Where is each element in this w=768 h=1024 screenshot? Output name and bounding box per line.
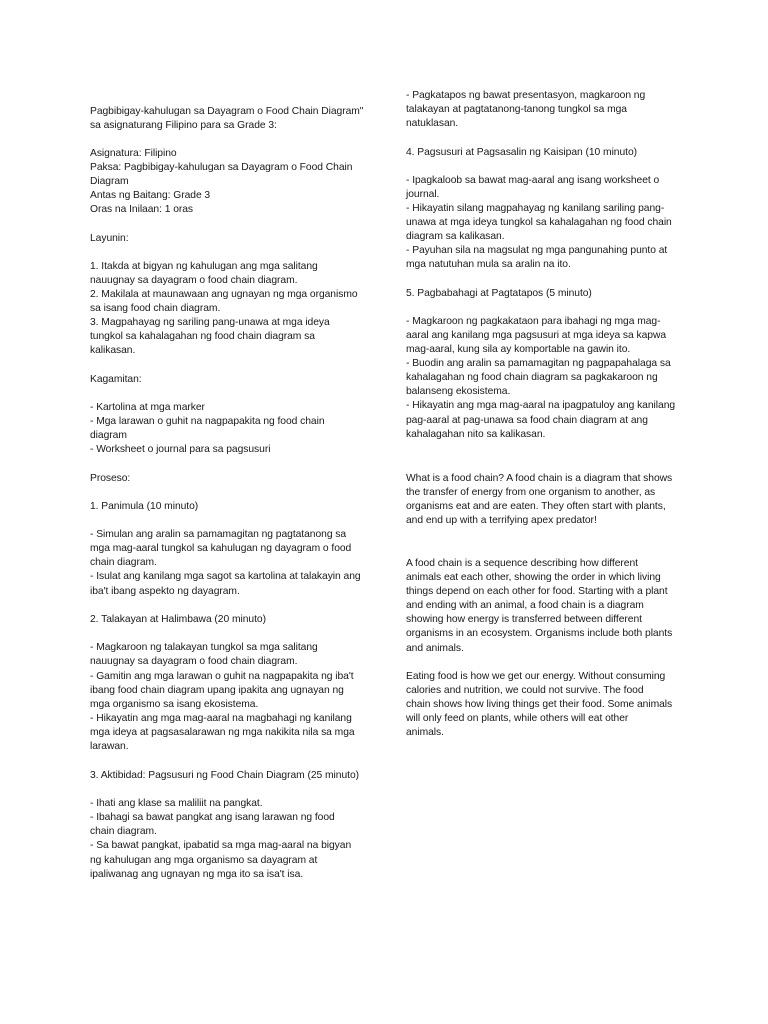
text-line: - Hikayatin ang mga mag-aaral na magbahagi ng kanilang: [90, 713, 352, 724]
text-line: iba't ibang aspekto ng dayagram.: [90, 586, 240, 597]
text-line: diagram sa kalikasan.: [406, 231, 505, 242]
text-line: - Worksheet o journal para sa pagsusuri: [90, 444, 271, 455]
text-line: - Magkaroon ng talakayan tungkol sa mga salitang: [90, 642, 318, 653]
text-line: unawa at mga ideya tungkol sa kahalagahan ng food chain: [406, 217, 672, 228]
text-line: - Kartolina at mga marker: [90, 402, 205, 413]
text-line: 2. Talakayan at Halimbawa (20 minuto): [90, 614, 266, 625]
text-line: pag-aaral at pag-unawa sa food chain diagram at ang: [406, 415, 648, 426]
text-line: sa isang food chain diagram.: [90, 303, 221, 314]
text-line: - Ipagkaloob sa bawat mag-aaral ang isang worksheet o: [406, 175, 660, 186]
text-line: calories and nutrition, we could not survive. The food: [406, 685, 644, 696]
text-line: - Payuhan sila na magsulat ng mga pangunahing punto at: [406, 245, 668, 256]
text-line: A food chain is a sequence describing how different: [406, 558, 638, 569]
text-line: Pagbibigay-kahulugan sa Dayagram o Food Chain Diagram": [90, 106, 364, 117]
text-line: journal.: [406, 189, 440, 200]
text-line: - Hikayatin ang mga mag-aaral na ipagpatuloy ang kanilang: [406, 400, 676, 411]
text-line: and ending with an animal, a food chain is a diagram: [406, 600, 644, 611]
text-line: natuklasan.: [406, 118, 459, 129]
text-line: nauugnay sa dayagram o food chain diagram.: [90, 656, 298, 667]
text-line: - Buodin ang aralin sa pamamagitan ng pagpapahalaga sa: [406, 358, 671, 369]
text-line: diagram: [90, 430, 127, 441]
text-line: animals.: [406, 727, 444, 738]
text-line: mga natutuhan mula sa aralin na ito.: [406, 259, 571, 270]
text-line: Kagamitan:: [90, 374, 142, 385]
text-line: things depend on each other for food. Starting with a plant: [406, 586, 668, 597]
text-line: Diagram: [90, 176, 129, 187]
text-line: mga ideya at pagsasalarawan ng mga nakikita nila sa mga: [90, 727, 355, 738]
text-line: 4. Pagsusuri at Pagsasalin ng Kaisipan (10 minuto): [406, 147, 638, 158]
text-line: and animals.: [406, 643, 464, 654]
text-line: 3. Aktibidad: Pagsusuri ng Food Chain Diagram (25 minuto): [90, 770, 360, 781]
text-line: 5. Pagbabahagi at Pagtatapos (5 minuto): [406, 288, 592, 299]
text-line: aaral ang kanilang mga pagsusuri at mga ideya sa kapwa: [406, 330, 667, 341]
text-line: Antas ng Baitang: Grade 3: [90, 190, 211, 201]
text-line: chain shows how living things get their food. Some animals: [406, 699, 673, 710]
text-line: 3. Magpahayag ng sariling pang-unawa at mga ideya: [90, 317, 330, 328]
text-line: Paksa: Pagbibigay-kahulugan sa Dayagram o Food Chain: [90, 162, 353, 173]
text-line: Oras na Inilaan: 1 oras: [90, 204, 194, 215]
text-line: - Magkaroon ng pagkakataon para ibahagi ng mga mag-: [406, 316, 661, 327]
text-line: Proseso:: [90, 473, 131, 484]
text-line: - Isulat ang kanilang mga sagot sa kartolina at talakayin ang: [90, 571, 361, 582]
text-line: What is a food chain? A food chain is a diagram that shows: [406, 473, 673, 484]
text-line: organisms in an ecosystem. Organisms include both plants: [406, 628, 673, 639]
text-line: mga organismo sa isang ekosistema.: [90, 699, 259, 710]
text-line: mga mag-aaral tungkol sa kahulugan ng dayagram o food: [90, 543, 352, 554]
text-line: - Simulan ang aralin sa pamamagitan ng pagtatanong sa: [90, 529, 347, 540]
text-line: ibang food chain diagram upang ipakita ang ugnayan ng: [90, 685, 344, 696]
text-line: mag-aaral, kung sila ay komportable na gawin ito.: [406, 344, 631, 355]
text-line: sa asignaturang Filipino para sa Grade 3:: [90, 120, 277, 131]
text-line: kalikasan.: [90, 345, 136, 356]
text-line: larawan.: [90, 741, 129, 752]
text-line: kahalagahan ng food chain diagram sa pagkakaroon ng: [406, 372, 658, 383]
text-line: ipaliwanag ang ugnayan ng mga ito sa isa't isa.: [90, 869, 304, 880]
text-line: Layunin:: [90, 233, 129, 244]
text-line: ng kahulugan ang mga organismo sa dayagram at: [90, 855, 318, 866]
text-line: - Sa bawat pangkat, ipabatid sa mga mag-aaral na bigyan: [90, 840, 352, 851]
text-line: Eating food is how we get our energy. Without consuming: [406, 671, 666, 682]
text-line: - Ihati ang klase sa maliliit na pangkat.: [90, 798, 263, 809]
text-line: talakayan at pagtatanong-tanong tungkol sa mga: [406, 104, 627, 115]
text-line: will only feed on plants, while others will eat other: [406, 713, 629, 724]
text-line: - Hikayatin silang magpahayag ng kanilang sariling pang-: [406, 203, 665, 214]
text-line: - Mga larawan o guhit na nagpapakita ng food chain: [90, 416, 325, 427]
text-line: balanseng ekosistema.: [406, 386, 511, 397]
text-line: kahalagahan nito sa kalikasan.: [406, 429, 546, 440]
text-line: animals eat each other, showing the order in which living: [406, 572, 661, 583]
text-line: and end up with a terrifying apex predator!: [406, 515, 597, 526]
text-line: 2. Makilala at maunawaan ang ugnayan ng mga organismo: [90, 289, 358, 300]
text-line: Asignatura: Filipino: [90, 148, 177, 159]
text-line: nauugnay sa dayagram o food chain diagram.: [90, 275, 298, 286]
text-line: organisms eat and are eaten. They often start with plants,: [406, 501, 666, 512]
text-line: the transfer of energy from one organism to another, as: [406, 487, 656, 498]
text-line: 1. Panimula (10 minuto): [90, 501, 199, 512]
text-line: tungkol sa kahalagahan ng food chain diagram sa: [90, 331, 315, 342]
text-line: - Pagkatapos ng bawat presentasyon, magkaroon ng: [406, 90, 646, 101]
text-line: chain diagram.: [90, 826, 157, 837]
text-line: 1. Itakda at bigyan ng kahulugan ang mga salitang: [90, 261, 318, 272]
text-line: showing how energy is transferred between different: [406, 614, 642, 625]
text-line: - Ibahagi sa bawat pangkat ang isang larawan ng food: [90, 812, 335, 823]
text-line: chain diagram.: [90, 557, 157, 568]
text-line: - Gamitin ang mga larawan o guhit na nagpapakita ng iba't: [90, 671, 354, 682]
